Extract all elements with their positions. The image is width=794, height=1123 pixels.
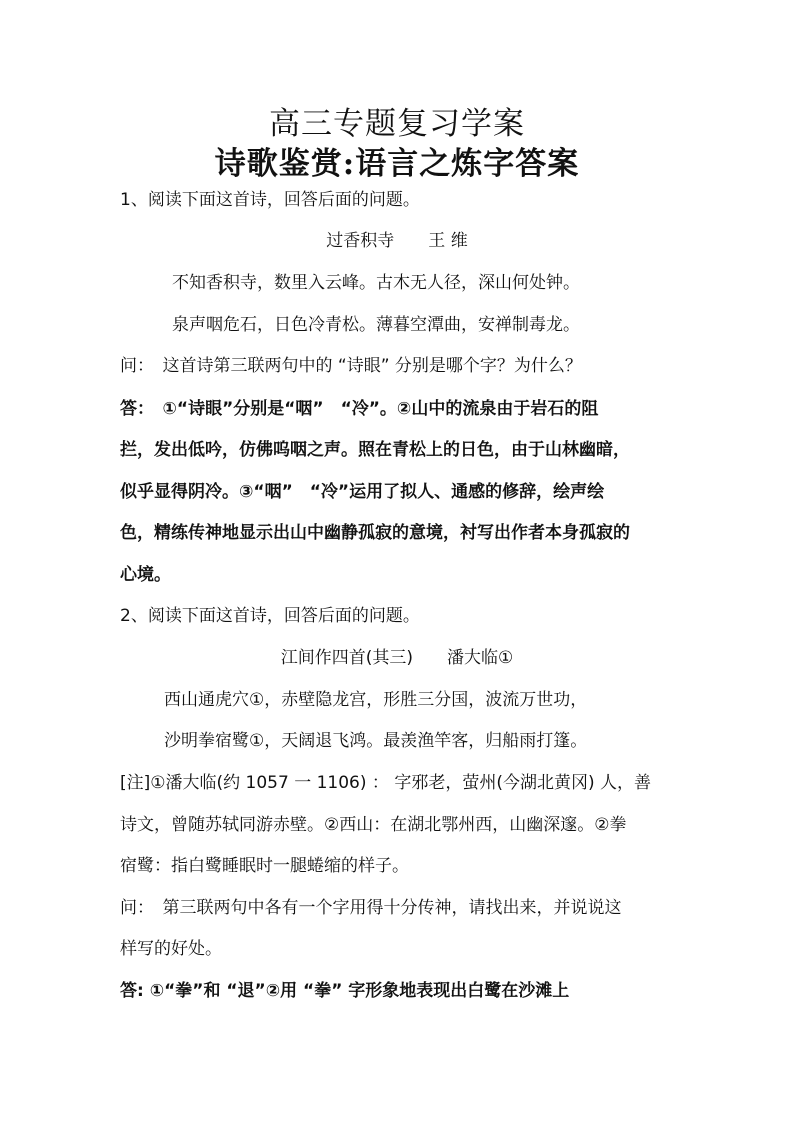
- q1-poem-line: 泉声咽危石，日色冷青松。薄暮空潭曲，安禅制毒龙。: [172, 315, 580, 335]
- q2-question-line: 样写的好处。: [120, 939, 222, 959]
- q2-poem-title: 江间作四首(其三) 潘大临①: [280, 648, 514, 668]
- page-subtitle: 诗歌鉴赏:语言之炼字答案: [214, 146, 580, 182]
- q2-note-line: 宿鹭：指白鹭睡眠时一腿蜷缩的样子。: [120, 856, 409, 876]
- q2-note-line: 诗文，曾随苏轼同游赤壁。②西山：在湖北鄂州西，山幽深邃。②拳: [120, 815, 627, 835]
- q1-prompt: 1、阅读下面这首诗，回答后面的问题。: [120, 190, 420, 210]
- q1-question: 问： 这首诗第三联两句中的 “诗眼” 分别是哪个字？为什么？: [120, 356, 582, 376]
- q1-answer-line: 拦，发出低吟，仿佛呜咽之声。照在青松上的日色，由于山林幽暗，: [120, 440, 630, 460]
- q2-question-line: 问： 第三联两句中各有一个字用得十分传神，请找出来，并说说这: [120, 898, 622, 918]
- q2-poem-line: 西山通虎穴①，赤壁隐龙宫，形胜三分国，波流万世功，: [164, 690, 588, 710]
- page-title: 高三专题复习学案: [269, 106, 525, 142]
- q1-poem-line: 不知香积寺，数里入云峰。古木无人径，深山何处钟。: [172, 273, 580, 293]
- q1-poem-title: 过香积寺 王 维: [326, 231, 468, 251]
- q1-answer-line: 心境。: [120, 565, 171, 585]
- q2-answer-line: 答: ①“拳”和 “退”②用 “拳” 字形象地表现出白鹭在沙滩上: [120, 981, 570, 1001]
- q2-note-line: [注]①潘大临(约 1057 一 1106) ： 字邪老，萤州(今湖北黄冈) 人，善: [120, 773, 651, 793]
- q1-answer-line: 似乎显得阴冷。③“咽” “冷”运用了拟人、通感的修辞，绘声绘: [120, 482, 605, 502]
- q2-prompt: 2、阅读下面这首诗，回答后面的问题。: [120, 606, 420, 626]
- q2-poem-line: 沙明拳宿鹭①，天阔退飞鸿。最羡渔竿客，归船雨打篷。: [164, 731, 588, 751]
- q1-answer-line: 色，精练传神地显示出山中幽静孤寂的意境，衬写出作者本身孤寂的: [120, 523, 630, 543]
- q1-answer-line: 答： ①“诗眼”分别是“咽” “冷”。②山中的流泉由于岩石的阻: [120, 399, 599, 419]
